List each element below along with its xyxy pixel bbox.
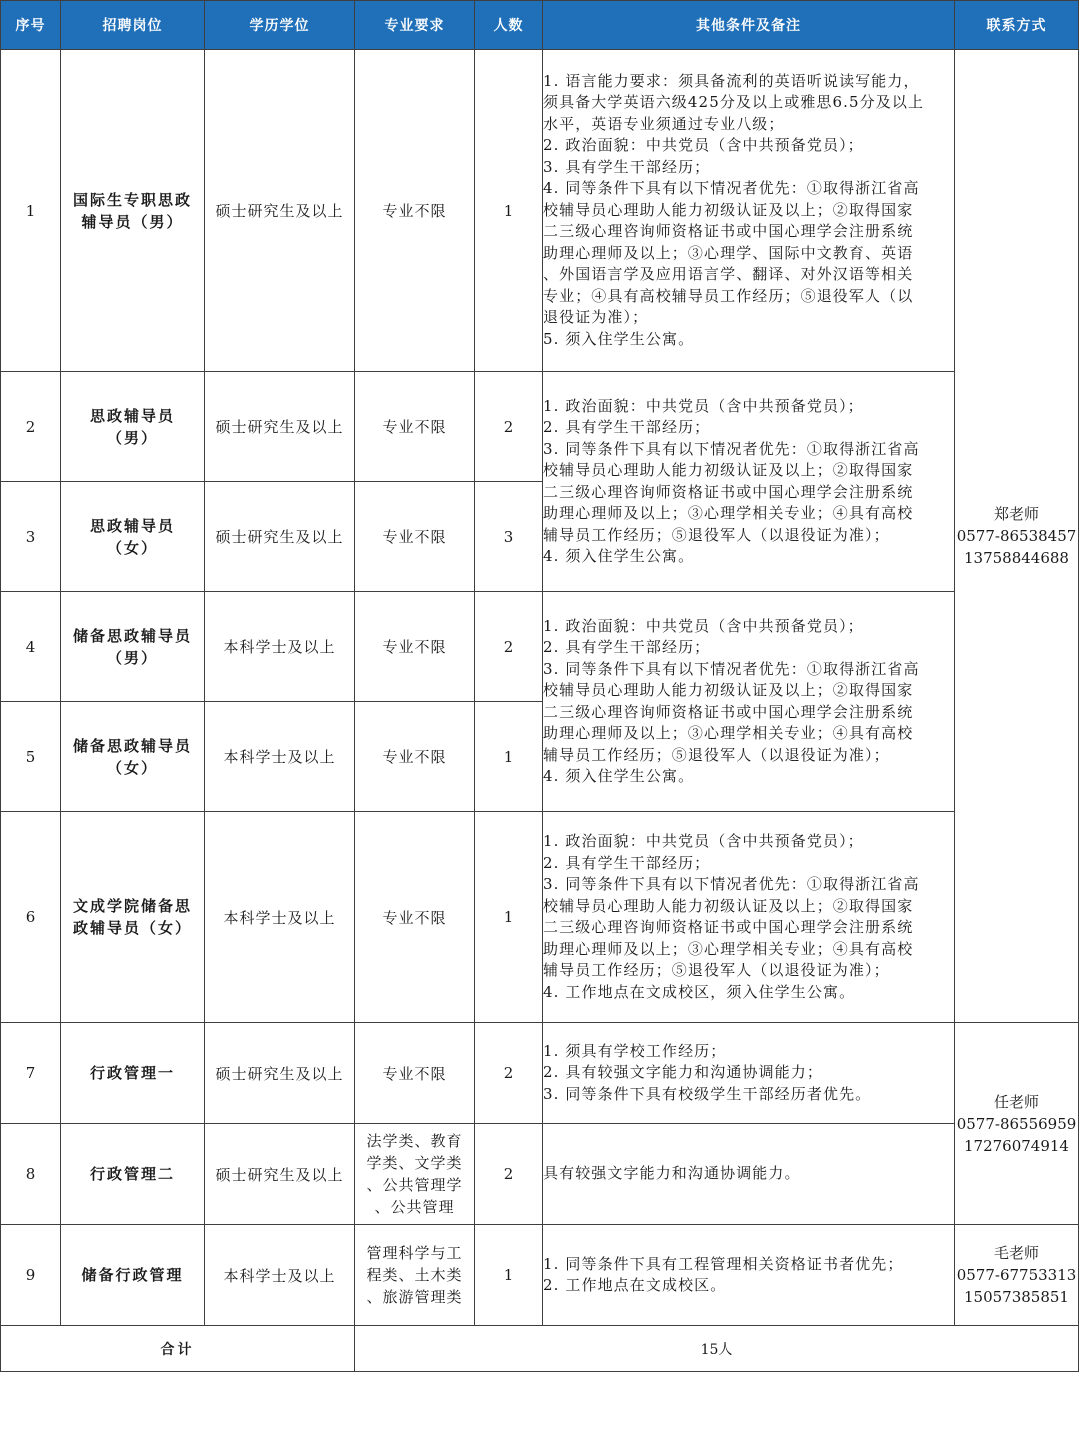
education-cell: 本科学士及以上 — [205, 1225, 355, 1326]
header-education: 学历学位 — [205, 1, 355, 50]
major-cell: 管理科学与工 程类、土木类 、旅游管理类 — [355, 1225, 475, 1326]
education-cell: 本科学士及以上 — [205, 812, 355, 1023]
header-major: 专业要求 — [355, 1, 475, 50]
total-value: 15人 — [355, 1326, 1079, 1372]
position-cell: 储备行政管理 — [61, 1225, 205, 1326]
row-number: 9 — [1, 1225, 61, 1326]
table-row — [1, 1124, 1079, 1225]
table-row — [1, 50, 1079, 372]
count-cell: 2 — [475, 372, 543, 482]
header-contact: 联系方式 — [955, 1, 1079, 50]
education-cell: 本科学士及以上 — [205, 702, 355, 812]
count-cell: 1 — [475, 1225, 543, 1326]
row-number: 8 — [1, 1124, 61, 1225]
row-number: 2 — [1, 372, 61, 482]
major-cell: 专业不限 — [355, 1023, 475, 1124]
position-cell: 思政辅导员 （男） — [61, 372, 205, 482]
count-cell: 2 — [475, 592, 543, 702]
notes-cell: 1. 语言能力要求：须具备流利的英语听说读写能力， 须具备大学英语六级425分及以上或雅思6.5分及以上 水平，英语专业须通过专业八级； 2. 政治面貌：中共党员（含中共预备党员）； 3. 具有学生干部经历； 4. 同等条件下具有以下情况者优先：①取得浙江省高 校辅导员心理助人能力初级认证及以上；②取得国家 二三级心理咨询师资格证书或中国心理学会注册系统 助理心理师及以上；③心理学、国际中文教育、英语 、外国语言学及应用语言学、翻译、对外汉语等相关 专业；④具有高校辅导员工作经历；⑤退役军人（以 退役证为准）； 5. 须入住学生公寓。 — [543, 50, 955, 372]
table-row — [1, 1023, 1079, 1124]
position-cell: 储备思政辅导员 （女） — [61, 702, 205, 812]
count-cell: 2 — [475, 1124, 543, 1225]
count-cell: 1 — [475, 50, 543, 372]
contact-cell: 毛老师 0577-67753313 15057385851 — [955, 1225, 1079, 1326]
education-cell: 硕士研究生及以上 — [205, 1124, 355, 1225]
row-number: 4 — [1, 592, 61, 702]
notes-cell: 1. 同等条件下具有工程管理相关资格证书者优先； 2. 工作地点在文成校区。 — [543, 1225, 955, 1326]
notes-cell: 1. 政治面貌：中共党员（含中共预备党员）； 2. 具有学生干部经历； 3. 同等条件下具有以下情况者优先：①取得浙江省高 校辅导员心理助人能力初级认证及以上；②取得国家 二三级心理咨询师资格证书或中国心理学会注册系统 助理心理师及以上；③心理学相关专业；④具有高校 辅导员工作经历；⑤退役军人（以退役证为准）； 4. 工作地点在文成校区，须入住学生公寓。 — [543, 812, 955, 1023]
education-cell: 本科学士及以上 — [205, 592, 355, 702]
table-row — [1, 812, 1079, 1023]
total-row — [1, 1326, 1079, 1372]
row-number: 1 — [1, 50, 61, 372]
major-cell: 专业不限 — [355, 592, 475, 702]
count-cell: 1 — [475, 702, 543, 812]
education-cell: 硕士研究生及以上 — [205, 482, 355, 592]
row-number: 5 — [1, 702, 61, 812]
table-row — [1, 372, 1079, 482]
row-number: 3 — [1, 482, 61, 592]
row-number: 6 — [1, 812, 61, 1023]
contact-cell: 任老师 0577-86556959 17276074914 — [955, 1023, 1079, 1225]
major-cell: 专业不限 — [355, 702, 475, 812]
table-row — [1, 592, 1079, 702]
major-cell: 专业不限 — [355, 50, 475, 372]
header-row — [1, 1, 1079, 50]
contact-cell: 郑老师 0577-86538457 13758844688 — [955, 50, 1079, 1023]
notes-cell: 1. 须具有学校工作经历； 2. 具有较强文字能力和沟通协调能力； 3. 同等条件下具有校级学生干部经历者优先。 — [543, 1023, 955, 1124]
position-cell: 文成学院储备思 政辅导员（女） — [61, 812, 205, 1023]
education-cell: 硕士研究生及以上 — [205, 50, 355, 372]
education-cell: 硕士研究生及以上 — [205, 372, 355, 482]
notes-cell: 1. 政治面貌：中共党员（含中共预备党员）； 2. 具有学生干部经历； 3. 同等条件下具有以下情况者优先：①取得浙江省高 校辅导员心理助人能力初级认证及以上；②取得国家 二三级心理咨询师资格证书或中国心理学会注册系统 助理心理师及以上；③心理学相关专业；④具有高校 辅导员工作经历；⑤退役军人（以退役证为准）； 4. 须入住学生公寓。 — [543, 372, 955, 592]
header-no: 序号 — [1, 1, 61, 50]
position-cell: 行政管理二 — [61, 1124, 205, 1225]
row-number: 7 — [1, 1023, 61, 1124]
table-row — [1, 1225, 1079, 1326]
header-notes: 其他条件及备注 — [543, 1, 955, 50]
header-count: 人数 — [475, 1, 543, 50]
position-cell: 国际生专职思政 辅导员（男） — [61, 50, 205, 372]
major-cell: 专业不限 — [355, 812, 475, 1023]
major-cell: 专业不限 — [355, 372, 475, 482]
major-cell: 法学类、教育 学类、文学类 、公共管理学 、公共管理 — [355, 1124, 475, 1225]
position-cell: 思政辅导员 （女） — [61, 482, 205, 592]
header-position: 招聘岗位 — [61, 1, 205, 50]
position-cell: 储备思政辅导员 （男） — [61, 592, 205, 702]
notes-cell: 具有较强文字能力和沟通协调能力。 — [543, 1124, 955, 1225]
notes-cell: 1. 政治面貌：中共党员（含中共预备党员）； 2. 具有学生干部经历； 3. 同等条件下具有以下情况者优先：①取得浙江省高 校辅导员心理助人能力初级认证及以上；②取得国家 二三级心理咨询师资格证书或中国心理学会注册系统 助理心理师及以上；③心理学相关专业；④具有高校 辅导员工作经历；⑤退役军人（以退役证为准）； 4. 须入住学生公寓。 — [543, 592, 955, 812]
position-cell: 行政管理一 — [61, 1023, 205, 1124]
count-cell: 2 — [475, 1023, 543, 1124]
total-label: 合计 — [1, 1326, 355, 1372]
major-cell: 专业不限 — [355, 482, 475, 592]
count-cell: 3 — [475, 482, 543, 592]
count-cell: 1 — [475, 812, 543, 1023]
education-cell: 硕士研究生及以上 — [205, 1023, 355, 1124]
